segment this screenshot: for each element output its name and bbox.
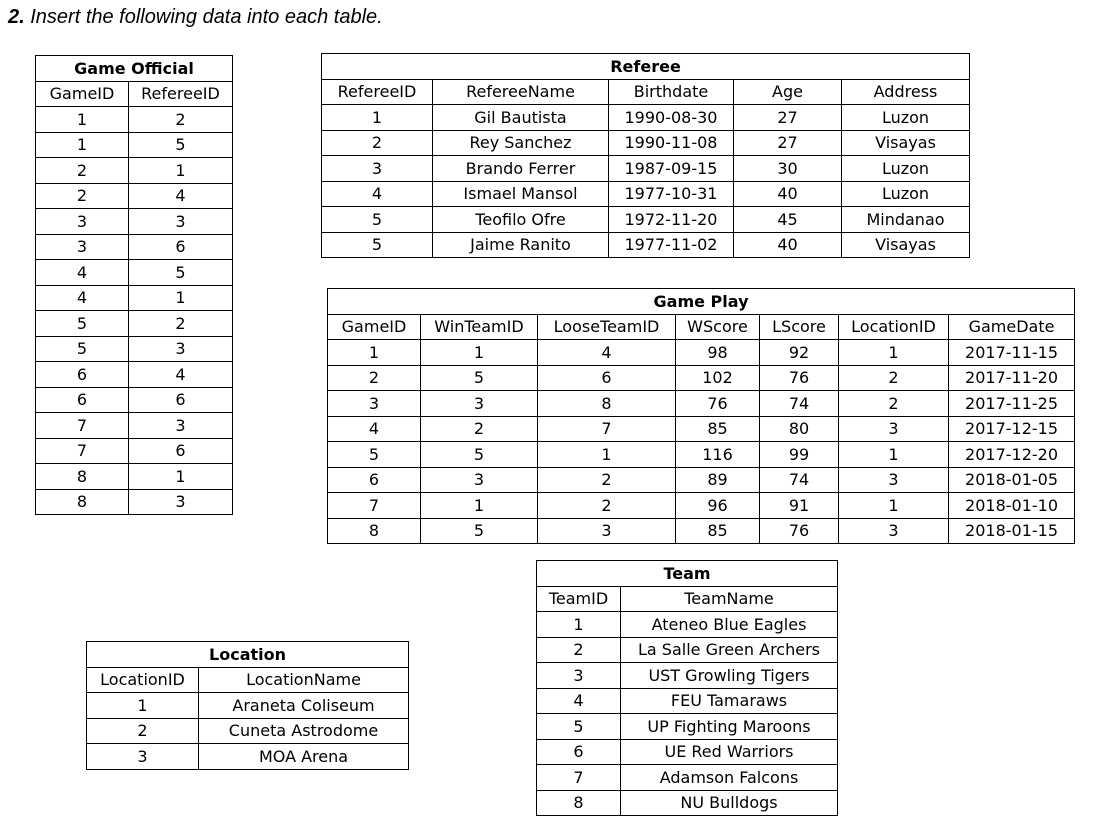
table-cell: 7 xyxy=(537,765,621,791)
table-row xyxy=(537,663,838,689)
table-cell: 3 xyxy=(839,467,949,493)
table-row xyxy=(36,311,233,337)
table-row xyxy=(537,637,838,663)
table-cell: 5 xyxy=(36,336,129,362)
table-cell: 3 xyxy=(129,413,233,439)
table-cell: 2017-11-20 xyxy=(949,365,1075,391)
column-header: Age xyxy=(734,79,842,105)
column-header: LocationID xyxy=(839,314,949,340)
column-header: WinTeamID xyxy=(421,314,538,340)
column-header: RefereeName xyxy=(433,79,609,105)
table-cell: 74 xyxy=(760,391,839,417)
table-row xyxy=(36,464,233,490)
table-cell: 2 xyxy=(538,467,676,493)
table-row xyxy=(328,416,1075,442)
table-cell: 1972-11-20 xyxy=(609,207,734,233)
table-cell: 3 xyxy=(322,156,433,182)
column-header: LocationName xyxy=(199,667,409,693)
table-row xyxy=(328,340,1075,366)
table-title: Game Play xyxy=(328,289,1075,315)
table-cell: 40 xyxy=(734,181,842,207)
table-row xyxy=(36,413,233,439)
table-cell: Rey Sanchez xyxy=(433,130,609,156)
table-cell: 7 xyxy=(36,413,129,439)
table-cell: 1 xyxy=(129,158,233,184)
table-row xyxy=(322,181,970,207)
table-cell: UP Fighting Maroons xyxy=(621,714,838,740)
table-cell: 4 xyxy=(36,285,129,311)
table-cell: 2 xyxy=(129,311,233,337)
table-row xyxy=(328,365,1075,391)
table-row xyxy=(322,105,970,131)
table-cell: 4 xyxy=(328,416,421,442)
table-cell: 1 xyxy=(322,105,433,131)
table-cell: NU Bulldogs xyxy=(621,790,838,816)
table-cell: Jaime Ranito xyxy=(433,232,609,258)
table-cell: 5 xyxy=(36,311,129,337)
table-cell: 1 xyxy=(839,442,949,468)
table-cell: 3 xyxy=(129,336,233,362)
table-cell: 4 xyxy=(129,362,233,388)
table-cell: La Salle Green Archers xyxy=(621,637,838,663)
table-cell: 1 xyxy=(129,464,233,490)
table-cell: 2018-01-05 xyxy=(949,467,1075,493)
table-title-row xyxy=(537,561,838,587)
table-row xyxy=(322,130,970,156)
table-cell: 3 xyxy=(36,234,129,260)
column-header: Birthdate xyxy=(609,79,734,105)
table-row xyxy=(322,156,970,182)
table-cell: 91 xyxy=(760,493,839,519)
table-cell: 40 xyxy=(734,232,842,258)
table-cell: 2 xyxy=(839,391,949,417)
table-cell: 92 xyxy=(760,340,839,366)
table-cell: 3 xyxy=(36,209,129,235)
table-row xyxy=(87,744,409,770)
game-play-table xyxy=(327,288,1075,544)
table-cell: 1 xyxy=(537,612,621,638)
table-cell: 7 xyxy=(538,416,676,442)
table-cell: Ismael Mansol xyxy=(433,181,609,207)
table-cell: UST Growling Tigers xyxy=(621,663,838,689)
table-cell: 2 xyxy=(839,365,949,391)
table-cell: 8 xyxy=(36,464,129,490)
table-cell: Adamson Falcons xyxy=(621,765,838,791)
table-cell: 89 xyxy=(676,467,760,493)
table-cell: 1 xyxy=(839,340,949,366)
table-row xyxy=(537,714,838,740)
table-cell: Araneta Coliseum xyxy=(199,693,409,719)
table-row xyxy=(36,489,233,515)
table-cell: Cuneta Astrodome xyxy=(199,718,409,744)
table-cell: 3 xyxy=(839,518,949,544)
table-cell: 1 xyxy=(87,693,199,719)
table-cell: Mindanao xyxy=(842,207,970,233)
table-cell: 2 xyxy=(36,183,129,209)
table-row xyxy=(322,207,970,233)
table-cell: 85 xyxy=(676,416,760,442)
table-cell: 6 xyxy=(129,438,233,464)
table-cell: 2017-11-25 xyxy=(949,391,1075,417)
table-row xyxy=(36,260,233,286)
referee-table xyxy=(321,53,970,258)
table-row xyxy=(36,234,233,260)
table-cell: 2018-01-10 xyxy=(949,493,1075,519)
table-cell: 8 xyxy=(537,790,621,816)
table-title: Team xyxy=(537,561,838,587)
table-cell: 2 xyxy=(129,107,233,133)
table-cell: 1 xyxy=(538,442,676,468)
table-row xyxy=(36,209,233,235)
table-cell: 30 xyxy=(734,156,842,182)
table-cell: 76 xyxy=(760,518,839,544)
table-row xyxy=(537,790,838,816)
column-header: GameID xyxy=(36,81,129,107)
table-cell: 2 xyxy=(538,493,676,519)
table-cell: 6 xyxy=(36,387,129,413)
table-cell: 4 xyxy=(129,183,233,209)
table-cell: 99 xyxy=(760,442,839,468)
game-official-table xyxy=(35,55,233,515)
table-cell: 6 xyxy=(129,234,233,260)
question-text: Insert the following data into each table. xyxy=(30,6,383,28)
team-table xyxy=(536,560,838,816)
table-header-row xyxy=(537,586,838,612)
table-cell: 1 xyxy=(328,340,421,366)
table-cell: 2 xyxy=(322,130,433,156)
table-row xyxy=(87,718,409,744)
table-header-row xyxy=(87,667,409,693)
table-cell: 76 xyxy=(760,365,839,391)
location-table xyxy=(86,641,409,770)
table-cell: 7 xyxy=(328,493,421,519)
table-cell: 6 xyxy=(537,739,621,765)
column-header: LScore xyxy=(760,314,839,340)
table-cell: UE Red Warriors xyxy=(621,739,838,765)
table-row xyxy=(87,693,409,719)
table-cell: 1 xyxy=(36,132,129,158)
table-cell: 5 xyxy=(537,714,621,740)
column-header: TeamName xyxy=(621,586,838,612)
column-header: Address xyxy=(842,79,970,105)
table-row xyxy=(36,387,233,413)
question-heading xyxy=(8,6,383,29)
table-cell: 5 xyxy=(322,207,433,233)
table-cell: 1987-09-15 xyxy=(609,156,734,182)
table-cell: 102 xyxy=(676,365,760,391)
table-cell: 3 xyxy=(129,209,233,235)
table-cell: 8 xyxy=(36,489,129,515)
table-row xyxy=(328,518,1075,544)
table-row xyxy=(36,285,233,311)
table-cell: 5 xyxy=(129,132,233,158)
table-cell: 3 xyxy=(421,391,538,417)
table-cell: Gil Bautista xyxy=(433,105,609,131)
table-cell: 2017-12-20 xyxy=(949,442,1075,468)
table-title: Game Official xyxy=(36,56,233,82)
column-header: GameID xyxy=(328,314,421,340)
table-cell: 3 xyxy=(129,489,233,515)
table-cell: Luzon xyxy=(842,105,970,131)
table-cell: 3 xyxy=(421,467,538,493)
table-cell: 76 xyxy=(676,391,760,417)
table-title-row xyxy=(36,56,233,82)
table-cell: 2 xyxy=(87,718,199,744)
table-cell: 5 xyxy=(421,365,538,391)
table-cell: 2017-11-15 xyxy=(949,340,1075,366)
table-row xyxy=(36,132,233,158)
table-cell: 2 xyxy=(328,365,421,391)
table-cell: 4 xyxy=(538,340,676,366)
table-row xyxy=(36,158,233,184)
table-row xyxy=(36,336,233,362)
table-row xyxy=(537,739,838,765)
table-cell: 5 xyxy=(328,442,421,468)
table-cell: 27 xyxy=(734,130,842,156)
table-cell: 45 xyxy=(734,207,842,233)
table-cell: 85 xyxy=(676,518,760,544)
table-cell: 96 xyxy=(676,493,760,519)
table-cell: Luzon xyxy=(842,156,970,182)
table-cell: 6 xyxy=(538,365,676,391)
table-cell: Ateneo Blue Eagles xyxy=(621,612,838,638)
table-row xyxy=(36,438,233,464)
table-cell: 1 xyxy=(421,493,538,519)
table-row xyxy=(36,362,233,388)
table-cell: Teofilo Ofre xyxy=(433,207,609,233)
table-cell: Brando Ferrer xyxy=(433,156,609,182)
table-cell: 1990-11-08 xyxy=(609,130,734,156)
table-cell: 2 xyxy=(421,416,538,442)
table-row xyxy=(328,493,1075,519)
table-cell: 1 xyxy=(421,340,538,366)
table-header-row xyxy=(36,81,233,107)
table-row xyxy=(36,183,233,209)
table-cell: 80 xyxy=(760,416,839,442)
table-cell: 1 xyxy=(839,493,949,519)
table-cell: 4 xyxy=(36,260,129,286)
table-header-row xyxy=(322,79,970,105)
table-row xyxy=(36,107,233,133)
column-header: TeamID xyxy=(537,586,621,612)
table-cell: 1 xyxy=(36,107,129,133)
table-cell: 3 xyxy=(87,744,199,770)
table-cell: 3 xyxy=(537,663,621,689)
table-cell: 1977-11-02 xyxy=(609,232,734,258)
table-cell: 116 xyxy=(676,442,760,468)
table-row xyxy=(537,612,838,638)
table-cell: 4 xyxy=(537,688,621,714)
table-cell: 2 xyxy=(537,637,621,663)
question-number: 2. xyxy=(8,6,25,28)
table-cell: Visayas xyxy=(842,130,970,156)
column-header: RefereeID xyxy=(129,81,233,107)
table-cell: Luzon xyxy=(842,181,970,207)
table-cell: 2 xyxy=(36,158,129,184)
table-cell: 3 xyxy=(538,518,676,544)
table-cell: 5 xyxy=(129,260,233,286)
table-row xyxy=(322,232,970,258)
table-cell: 1977-10-31 xyxy=(609,181,734,207)
table-cell: 6 xyxy=(328,467,421,493)
table-cell: 98 xyxy=(676,340,760,366)
table-cell: 2017-12-15 xyxy=(949,416,1075,442)
column-header: LocationID xyxy=(87,667,199,693)
table-cell: 27 xyxy=(734,105,842,131)
table-cell: 7 xyxy=(36,438,129,464)
table-row xyxy=(328,442,1075,468)
table-cell: 4 xyxy=(322,181,433,207)
table-title-row xyxy=(322,54,970,80)
table-row xyxy=(537,688,838,714)
table-cell: FEU Tamaraws xyxy=(621,688,838,714)
table-row xyxy=(328,467,1075,493)
table-cell: 5 xyxy=(421,518,538,544)
table-cell: 1990-08-30 xyxy=(609,105,734,131)
table-cell: Visayas xyxy=(842,232,970,258)
table-cell: MOA Arena xyxy=(199,744,409,770)
table-cell: 74 xyxy=(760,467,839,493)
table-cell: 6 xyxy=(129,387,233,413)
column-header: GameDate xyxy=(949,314,1075,340)
table-cell: 5 xyxy=(322,232,433,258)
column-header: WScore xyxy=(676,314,760,340)
column-header: RefereeID xyxy=(322,79,433,105)
column-header: LooseTeamID xyxy=(538,314,676,340)
table-cell: 1 xyxy=(129,285,233,311)
table-cell: 3 xyxy=(328,391,421,417)
table-title-row xyxy=(328,289,1075,315)
table-row xyxy=(537,765,838,791)
table-header-row xyxy=(328,314,1075,340)
table-cell: 8 xyxy=(328,518,421,544)
table-cell: 5 xyxy=(421,442,538,468)
table-cell: 6 xyxy=(36,362,129,388)
table-cell: 8 xyxy=(538,391,676,417)
table-row xyxy=(328,391,1075,417)
table-cell: 2018-01-15 xyxy=(949,518,1075,544)
table-title-row xyxy=(87,642,409,668)
table-title: Referee xyxy=(322,54,970,80)
table-cell: 3 xyxy=(839,416,949,442)
table-title: Location xyxy=(87,642,409,668)
